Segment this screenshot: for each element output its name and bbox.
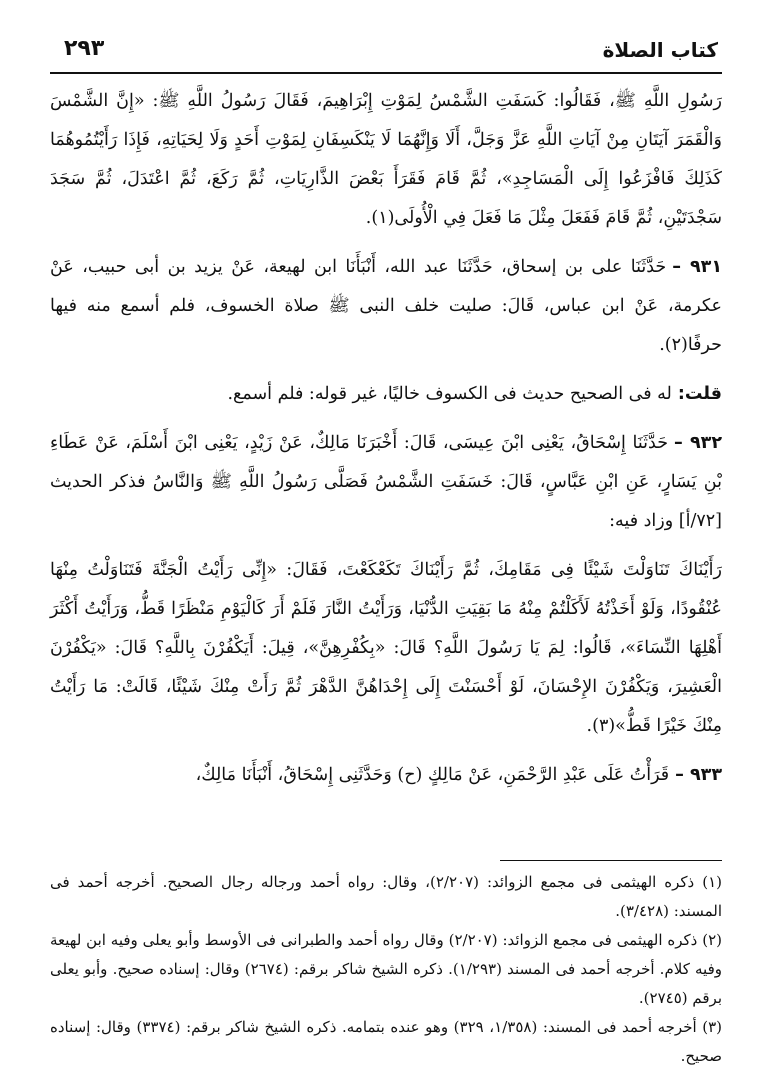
footnote-2: (٢) ذكره الهيثمى فى مجمع الزوائد: (٢/٢٠٧) وقال رواه أحمد والطبرانى فى الأوسط وأبو يعلى وفيه ابن لهيعة وفيه كلام. أخرجه أحمد فى المسند (١/٢٩٣). ذكره الشيخ شاكر برقم: (٢٦٧٤) وقال: إسناده صحيح. وأبو يعلى برقم (٢٧٤٥).	[50, 931, 722, 1007]
book-title: كتاب الصلاة	[602, 38, 718, 62]
paragraph-continuation	[50, 82, 722, 238]
paragraph-text: قَرَأْتُ عَلَى عَبْدِ الرَّحْمَنِ، عَنْ مَالِكٍ (ح) وَحَدَّثَنِى إِسْحَاقُ، أَنْبَأَنَا مَالِكٌ،	[195, 765, 670, 785]
paragraph-text: حَدَّثَنَا إِسْحَاقُ، يَعْنِى ابْنَ عِيسَى، قَالَ: أَخْبَرَنَا مَالِكٌ، عَنْ زَيْدٍ، يَعْنِى ابْنَ أَسْلَمَ، عَنْ عَطَاءِ بْنِ يَسَارٍ، عَنِ ابْنِ عَبَّاسٍ، قَالَ: خَسَفَتِ الشَّمْسُ فَصَلَّى رَسُولُ اللَّهِ ﷺ وَالنَّاسُ فذكر الحديث [٧٢/أ] وزاد فيه:	[50, 433, 722, 531]
hadith-number: ٩٣٣ –	[675, 765, 722, 785]
paragraph-text: رَأَيْنَاكَ تَنَاوَلْتَ شَيْئًا فِى مَقَامِكَ، ثُمَّ رَأَيْنَاكَ تَكَعْكَعْتَ، فَقَالَ: «إِنِّى رَأَيْتُ الْجَنَّةَ فَتَنَاوَلْتُ مِنْهَا عُنْقُودًا، وَلَوْ أَخَذْتُهُ لَأَكَلْتُمْ مِنْهُ مَا بَقِيَتِ الدُّنْيَا، وَرَأَيْتُ النَّارَ فَلَمْ أَرَ كَالْيَوْمِ مَنْظَرًا قَطُّ، وَرَأَيْتُ أَكْثَرَ أَهْلِهَا النِّسَاءَ»، قَالُوا: لِمَ يَا رَسُولَ اللَّهِ؟ قَالَ: «بِكُفْرِهِنَّ»، قِيلَ: أَيَكْفُرْنَ بِاللَّهِ؟ قَالَ: «يَكْفُرْنَ الْعَشِيرَ، وَيَكْفُرْنَ الإِحْسَانَ، لَوْ أَحْسَنْتَ إِلَى إِحْدَاهُنَّ الدَّهْرَ ثُمَّ رَأَتْ مِنْكَ شَيْئًا، قَالَتْ: مَا رَأَيْتُ مِنْكَ خَيْرًا قَطُّ»(٣).	[50, 560, 722, 736]
paragraph-text: حَدَّثَنَا على بن إسحاق، حَدَّثَنَا عبد الله، أَنْبَأَنَا ابن لهيعة، عَنْ يزيد بن أبى حبيب، عَنْ عكرمة، عَنْ ابن عباس، قَالَ: صليت خلف النبى ﷺ صلاة الخسوف، فلم أسمع منه فيها حرفًا(٢).	[50, 257, 722, 355]
main-text	[50, 82, 722, 795]
footnote-3: (٣) أخرجه أحمد فى المسند: (١/٣٥٨، ٣٢٩) وهو عنده بتمامه. ذكره الشيخ شاكر برقم: (٣٣٧٤) وقال: إسناده صحيح.	[50, 1018, 723, 1065]
author-note	[50, 375, 722, 414]
book-page	[50, 28, 722, 1078]
hadith-number: ٩٣١ –	[672, 257, 723, 277]
note-label: قلت:	[677, 384, 722, 404]
paragraph-text: رَسُولِ اللَّهِ ﷺ، فَقَالُوا: كَسَفَتِ الشَّمْسُ لِمَوْتِ إِبْرَاهِيمَ، فَقَالَ رَسُولُ اللَّهِ ﷺ: «إِنَّ الشَّمْسَ وَالْقَمَرَ آيَتَانِ مِنْ آيَاتِ اللَّهِ عَزَّ وَجَلَّ، أَلَا وَإِنَّهُمَا لَا يَنْكَسِفَانِ لِمَوْتِ أَحَدٍ وَلَا لِحَيَاتِهِ، فَإِذَا رَأَيْتُمُوهُمَا كَذَلِكَ فَافْزَعُوا إِلَى الْمَسَاجِدِ»، ثُمَّ قَامَ فَقَرَأَ بَعْضَ الذَّارِيَاتِ، ثُمَّ رَكَعَ، ثُمَّ اعْتَدَلَ، ثُمَّ سَجَدَ سَجْدَتَيْنِ، ثُمَّ قَامَ فَفَعَلَ مِثْلَ مَا فَعَلَ فِي الْأُولَى(١).	[50, 91, 722, 228]
hadith-number: ٩٣٢ –	[674, 433, 723, 453]
paragraph-text: له فى الصحيح حديث فى الكسوف خاليًا، غير قوله: فلم أسمع.	[227, 384, 672, 404]
hadith-932	[50, 424, 722, 541]
hadith-932-addition	[50, 551, 722, 746]
footnote-separator	[500, 860, 722, 861]
hadith-933	[50, 756, 722, 795]
footnotes	[50, 868, 722, 1071]
footnote-1: (١) ذكره الهيثمى فى مجمع الزوائد: (٢/٢٠٧)، وقال: رواه أحمد ورجاله رجال الصحيح. أخرجه أحمد فى المسند: (٣/٤٢٨).	[50, 873, 722, 920]
page-number: ٢٩٣	[64, 36, 105, 61]
page-header	[50, 28, 722, 74]
hadith-931	[50, 248, 722, 365]
